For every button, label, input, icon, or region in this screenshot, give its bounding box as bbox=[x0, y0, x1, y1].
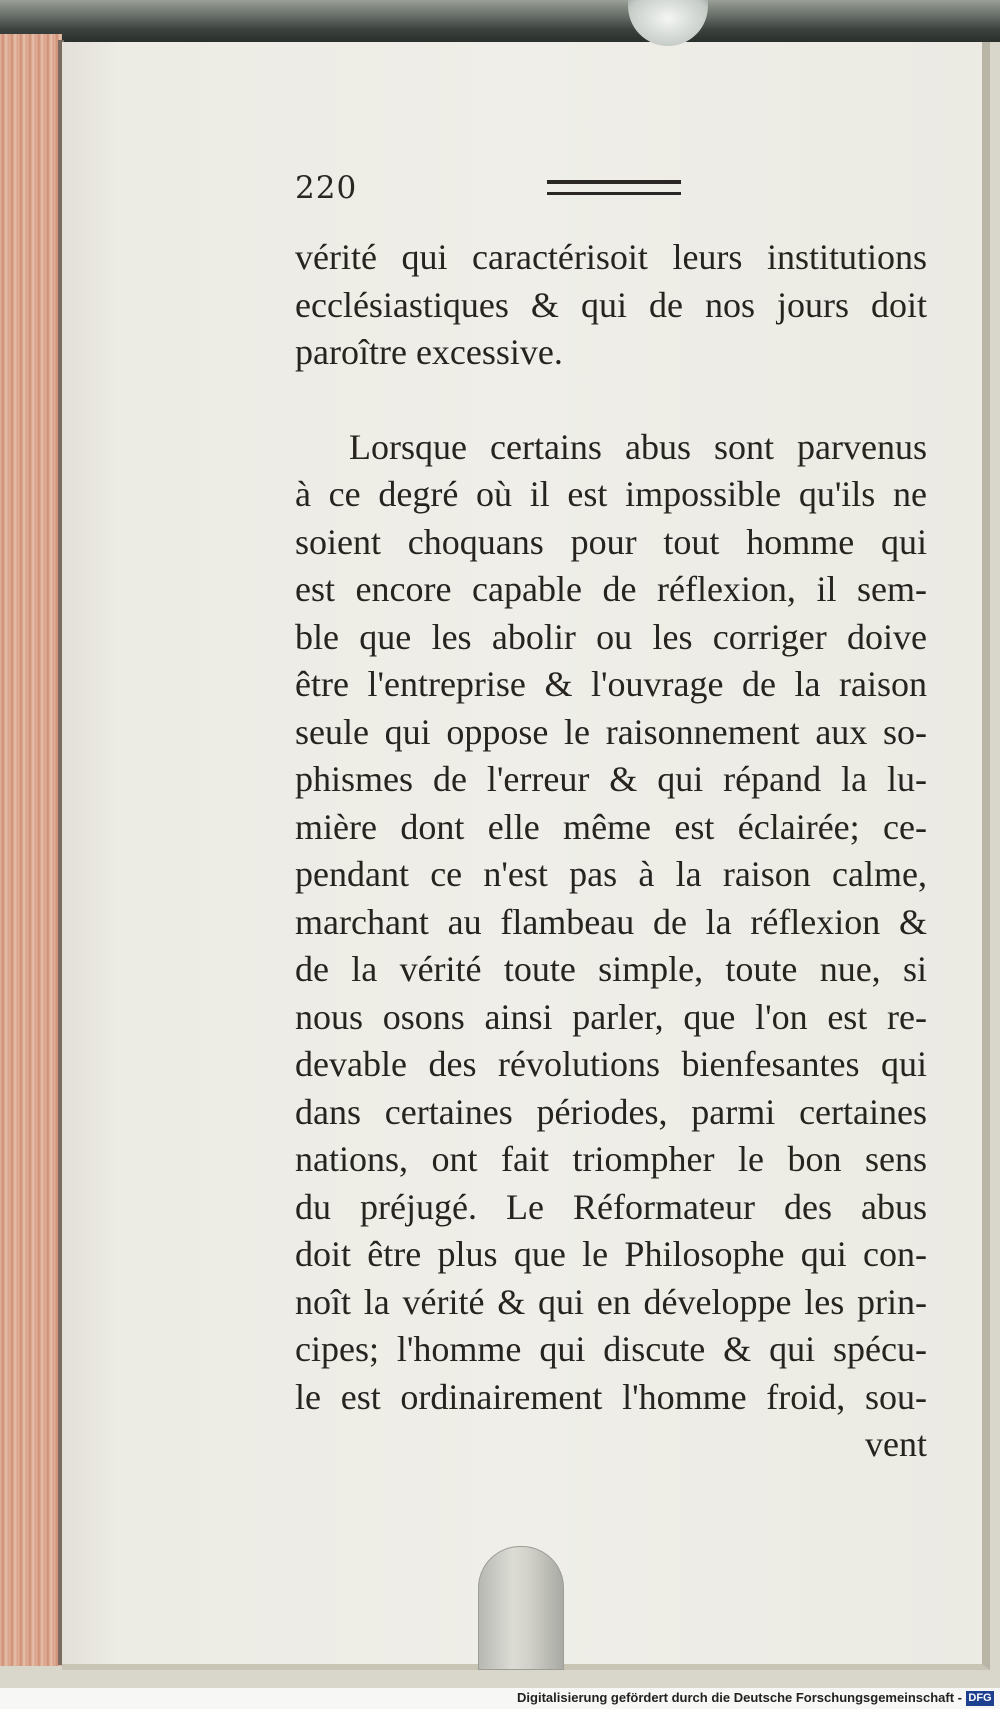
footer-credit: Digitalisierung gefördert durch die Deutsche Forschungsgemeinschaft - bbox=[517, 1690, 962, 1705]
text-line: seule qui oppose le raisonnement aux so- bbox=[295, 711, 927, 752]
catchword: vent bbox=[865, 1424, 927, 1464]
text-line: nations, ont fait triompher le bon sens bbox=[295, 1139, 927, 1179]
header-rule bbox=[547, 180, 681, 195]
text-line: phismes de l'erreur & qui répand la lu- bbox=[295, 759, 927, 799]
running-header bbox=[295, 170, 945, 210]
text-line: marchant au flambeau de la réflexion & bbox=[295, 901, 927, 942]
text-line: vérité qui caractérisoit leurs institutions bbox=[295, 237, 927, 277]
text-line: Lorsque certains abus sont parvenus bbox=[349, 426, 927, 467]
body-text bbox=[295, 234, 927, 1469]
digitization-footer bbox=[0, 1688, 1000, 1709]
text-line: est encore capable de réflexion, il sem- bbox=[295, 569, 927, 609]
page-edges-left bbox=[0, 34, 62, 1666]
text-line: le est ordinairement l'homme froid, sou- bbox=[295, 1376, 927, 1417]
text-line: paroître excessive. bbox=[295, 332, 563, 372]
text-line: ble que les abolir ou les corriger doive bbox=[295, 616, 927, 657]
page-number: 220 bbox=[295, 170, 358, 206]
text-line: dans certaines périodes, parmi certaines bbox=[295, 1091, 927, 1132]
text-line: être l'entreprise & l'ouvrage de la raison bbox=[295, 664, 927, 704]
text-line: soient choquans pour tout homme qui bbox=[295, 521, 927, 562]
paragraph-2 bbox=[295, 424, 927, 1422]
text-line: ecclésiastiques & qui de nos jours doit bbox=[295, 284, 927, 325]
text-line: du préjugé. Le Réformateur des abus bbox=[295, 1186, 927, 1227]
text-line: cipes; l'homme qui discute & qui spécu- bbox=[295, 1329, 927, 1369]
holding-clip-bottom bbox=[478, 1546, 564, 1670]
text-line: à ce degré où il est impossible qu'ils ne bbox=[295, 474, 927, 514]
paragraph-1 bbox=[295, 234, 927, 377]
text-line: nous osons ainsi parler, que l'on est re- bbox=[295, 996, 927, 1037]
text-line: mière dont elle même est éclairée; ce- bbox=[295, 806, 927, 847]
text-line: devable des révolutions bienfesantes qui bbox=[295, 1044, 927, 1084]
text-line: pendant ce n'est pas à la raison calme, bbox=[295, 854, 927, 894]
book-top-edge bbox=[0, 0, 1000, 42]
text-line: noît la vérité & qui en développe les prin- bbox=[295, 1281, 927, 1322]
paragraph-gap bbox=[295, 377, 927, 424]
text-line: de la vérité toute simple, toute nue, si bbox=[295, 949, 927, 989]
dfg-logo: DFG bbox=[966, 1691, 994, 1706]
text-line: doit être plus que le Philosophe qui con- bbox=[295, 1234, 927, 1274]
